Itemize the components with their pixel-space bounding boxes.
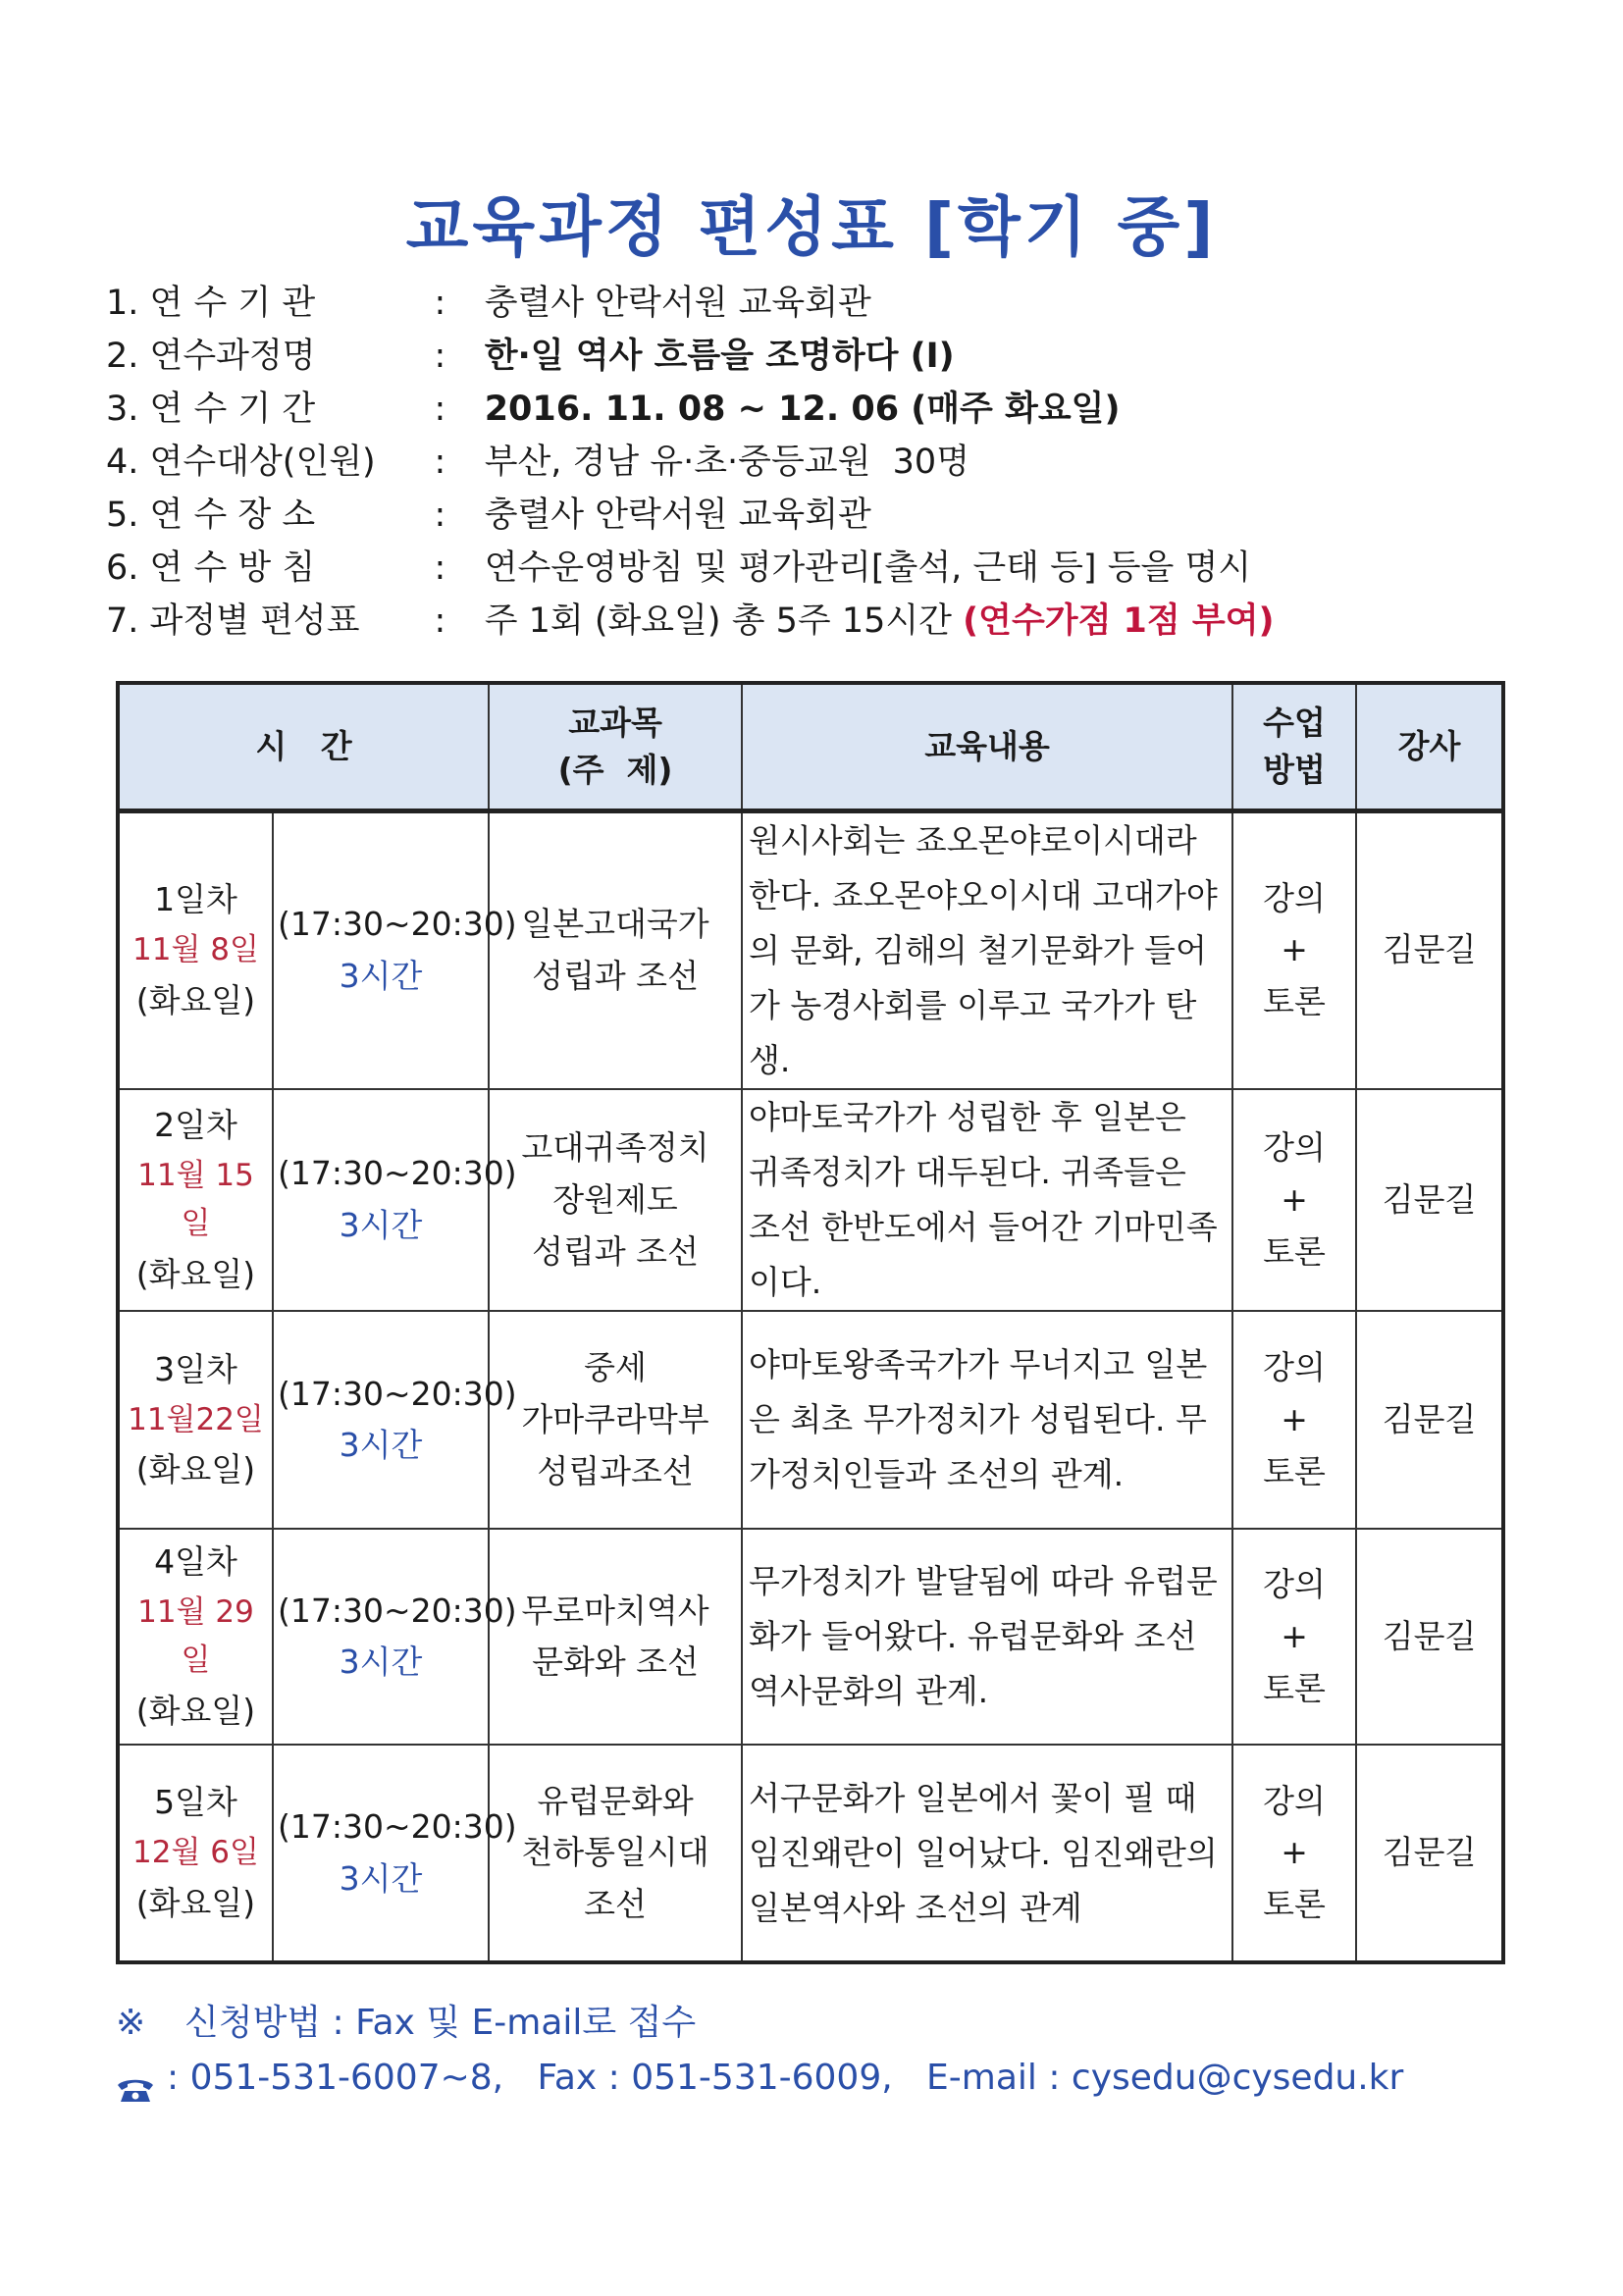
content-cell: 원시사회는 죠오몬야로이시대라 한다. 죠오몬야오이시대 고대가야의 문화, 김해의 철기문화가 들어가 농경사회를 이루고 국가가 탄생. xyxy=(742,810,1232,1089)
info-label: 연수과정명 xyxy=(149,337,316,376)
footer xyxy=(116,1996,1548,2106)
day-cell: 3일차 11월22일 (화요일) xyxy=(118,1311,273,1529)
info-row-policy: 6. 연 수 방 침 : 연수운영방침 및 평가관리[출석, 근태 등] 등을 명시 xyxy=(106,542,1558,595)
session-date: 11월 29일 xyxy=(137,1593,254,1679)
time-cell: (17:30~20:30) 3시간 xyxy=(273,1529,489,1745)
session-date: 11월 8일 xyxy=(132,931,259,967)
info-row-location: 5. 연 수 장 소 : 충렬사 안락서원 교육회관 xyxy=(106,489,1558,542)
info-value: 2016. 11. 08 ~ 12. 06 (매주 화요일) xyxy=(484,390,1121,429)
info-number: 7. xyxy=(106,601,139,641)
session-date: 12월 6일 xyxy=(132,1835,259,1871)
table-row xyxy=(118,1089,1503,1311)
instructor-cell: 김문길 xyxy=(1356,1311,1503,1529)
info-value: 연수운영방침 및 평가관리[출석, 근태 등] 등을 명시 xyxy=(484,548,1252,588)
info-value: 한·일 역사 흐름을 조명하다 (Ⅰ) xyxy=(484,337,955,376)
info-list xyxy=(106,277,1558,648)
day-cell: 1일차 11월 8일 (화요일) xyxy=(118,810,273,1089)
method-cell: 강의 + 토론 xyxy=(1232,1311,1356,1529)
info-number: 1. xyxy=(106,284,139,323)
info-number: 2. xyxy=(106,337,139,376)
application-method: 신청방법 : Fax 및 E-mail로 접수 xyxy=(184,2003,697,2043)
table-row xyxy=(118,1311,1503,1529)
table-row xyxy=(118,1529,1503,1745)
telephone-icon xyxy=(116,2065,155,2093)
day-cell: 2일차 11월 15일 (화요일) xyxy=(118,1089,273,1311)
subject-cell: 고대귀족정치 장원제도 성립과 조선 xyxy=(489,1089,742,1311)
info-number: 6. xyxy=(106,548,139,588)
time-cell: (17:30~20:30) 3시간 xyxy=(273,810,489,1089)
info-label: 연 수 장 소 xyxy=(149,496,316,535)
info-value: 충렬사 안락서원 교육회관 xyxy=(484,496,871,535)
subject-cell: 중세 가마쿠라막부 성립과조선 xyxy=(489,1311,742,1529)
subject-cell: 유럽문화와 천하통일시대 조선 xyxy=(489,1745,742,1962)
header-time: 시 간 xyxy=(118,683,489,810)
info-value: 부산, 경남 유·초·중등교원 30명 xyxy=(484,443,970,482)
info-label: 연 수 기 관 xyxy=(149,284,316,323)
contact-info: : 051-531-6007~8, Fax : 051-531-6009, E-mail : cysedu@cysedu.kr xyxy=(167,2058,1404,2098)
reference-mark: ※ xyxy=(116,2003,146,2043)
table-row xyxy=(118,1745,1503,1962)
contact-line xyxy=(116,2051,1548,2106)
time-cell: (17:30~20:30) 3시간 xyxy=(273,1311,489,1529)
header-method: 수업 방법 xyxy=(1232,683,1356,810)
info-row-institution: 1. 연 수 기 관 : 충렬사 안락서원 교육회관 xyxy=(106,277,1558,330)
info-label: 연 수 방 침 xyxy=(149,548,316,588)
header-content: 교육내용 xyxy=(742,683,1232,810)
session-date: 11월22일 xyxy=(128,1401,264,1437)
info-row-period: 3. 연 수 기 간 : 2016. 11. 08 ~ 12. 06 (매주 화요일) xyxy=(106,383,1558,436)
day-cell: 5일차 12월 6일 (화요일) xyxy=(118,1745,273,1962)
application-note xyxy=(116,1996,1548,2051)
info-value: 충렬사 안락서원 교육회관 xyxy=(484,284,871,323)
method-cell: 강의 + 토론 xyxy=(1232,1529,1356,1745)
subject-cell: 일본고대국가 성립과 조선 xyxy=(489,810,742,1089)
content-cell: 서구문화가 일본에서 꽃이 필 때 임진왜란이 일어났다. 임진왜란의 일본역사와 조선의 관계 xyxy=(742,1745,1232,1962)
info-label: 과정별 편성표 xyxy=(149,601,360,641)
table-row xyxy=(118,810,1503,1089)
content-cell: 무가정치가 발달됨에 따라 유럽문화가 들어왔다. 유럽문화와 조선 역사문화의 관계. xyxy=(742,1529,1232,1745)
page-title: 교육과정 편성표 [학기 중] xyxy=(405,189,1218,265)
method-cell: 강의 + 토론 xyxy=(1232,810,1356,1089)
info-number: 5. xyxy=(106,496,139,535)
instructor-cell: 김문길 xyxy=(1356,1529,1503,1745)
instructor-cell: 김문길 xyxy=(1356,1089,1503,1311)
session-date: 11월 15일 xyxy=(137,1157,254,1242)
method-cell: 강의 + 토론 xyxy=(1232,1745,1356,1962)
info-number: 3. xyxy=(106,390,139,429)
content-cell: 야마토왕족국가가 무너지고 일본은 최초 무가정치가 성립된다. 무가정치인들과 조선의 관계. xyxy=(742,1311,1232,1529)
subject-cell: 무로마치역사 문화와 조선 xyxy=(489,1529,742,1745)
content-cell: 야마토국가가 성립한 후 일본은 귀족정치가 대두된다. 귀족들은 조선 한반도에서 들어간 기마민족이다. xyxy=(742,1089,1232,1311)
header-subject: 교과목 (주 제) xyxy=(489,683,742,810)
instructor-cell: 김문길 xyxy=(1356,1745,1503,1962)
info-row-target: 4. 연수대상(인원) : 부산, 경남 유·초·중등교원 30명 xyxy=(106,436,1558,489)
header-instructor: 강사 xyxy=(1356,683,1503,810)
info-number: 4. xyxy=(106,443,139,482)
info-label: 연수대상(인원) xyxy=(149,443,376,482)
method-cell: 강의 + 토론 xyxy=(1232,1089,1356,1311)
day-cell: 4일차 11월 29일 (화요일) xyxy=(118,1529,273,1745)
info-row-schedule: 7. 과정별 편성표 : 주 1회 (화요일) 총 5주 15시간 (연수가점 1점 부여) xyxy=(106,595,1558,648)
time-cell: (17:30~20:30) 3시간 xyxy=(273,1089,489,1311)
instructor-cell: 김문길 xyxy=(1356,810,1503,1089)
table-header-row xyxy=(118,683,1503,810)
time-cell: (17:30~20:30) 3시간 xyxy=(273,1745,489,1962)
info-label: 연 수 기 간 xyxy=(149,390,316,429)
info-row-course-name: 2. 연수과정명 : 한·일 역사 흐름을 조명하다 (Ⅰ) xyxy=(106,330,1558,383)
info-value: 주 1회 (화요일) 총 5주 15시간 xyxy=(484,601,952,641)
schedule-table xyxy=(116,681,1505,1964)
credit-highlight: (연수가점 1점 부여) xyxy=(963,601,1275,641)
